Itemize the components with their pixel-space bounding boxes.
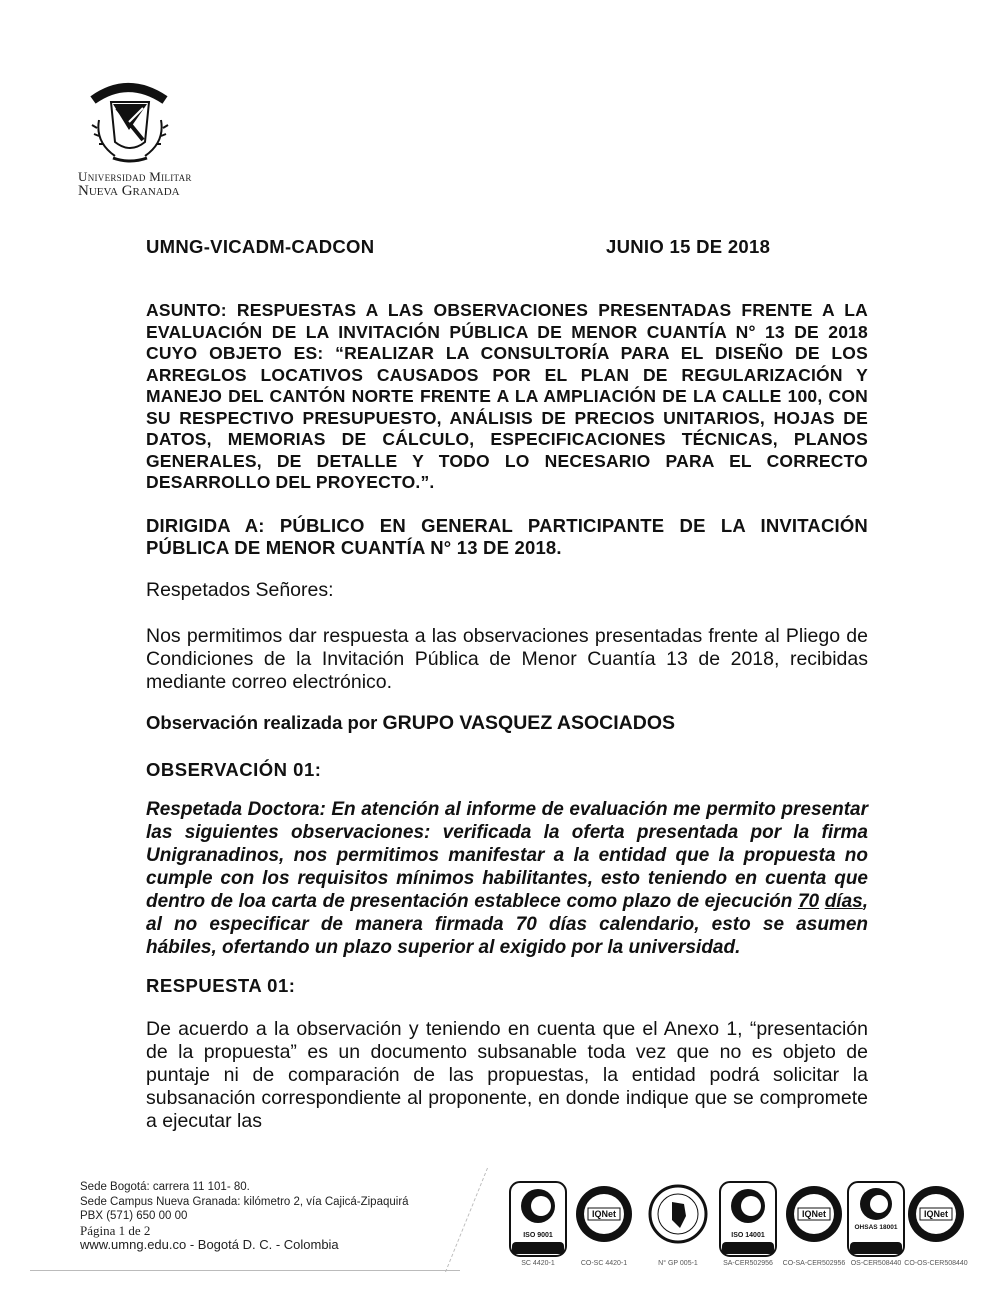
seal-code: SC 4420-1 — [521, 1260, 555, 1267]
response-heading: RESPUESTA 01: — [146, 975, 296, 996]
seal-label: OHSAS 18001 — [854, 1224, 898, 1231]
iqnet-seal-icon — [784, 1180, 844, 1270]
seal-code: N° GP 005-1 — [658, 1260, 698, 1267]
seal-code: OS-CER508440 — [850, 1260, 902, 1267]
observation-text-part1: Respetada Doctora: En atención al informe de evaluación me permito presentar las siguientes observaciones: verificada la oferta presentada por la firma Unigranadinos, nos permitimos manifestar a la entidad que la propuesta no cumple con los requisitos mínimos habilitantes, esto teniendo en cuenta que dentro de loa carta de presentación establece como plazo de ejecución — [146, 799, 868, 912]
footer-website: www.umng.edu.co - Bogotá D. C. - Colombia — [80, 1237, 339, 1252]
footer-rule — [30, 1270, 460, 1271]
iqnet-seal-icon — [574, 1180, 634, 1270]
subject-paragraph: ASUNTO: RESPUESTAS A LAS OBSERVACIONES PRESENTADAS FRENTE A LA EVALUACIÓN DE LA INVITACIÓN PÚBLICA DE MENOR CUANTÍA N° 13 DE 2018 CUYO OBJETO ES: “REALIZAR LA CONSULTORÍA PARA EL DISEÑO DE LOS ARREGLOS LOCATIVOS CAUSADOS POR EL PLAN DE REGULARIZACIÓN Y MANEJO DEL CANTÓN NORTE FRENTE A LA AMPLIACIÓN DE LA CALLE 100, CON SU RESPECTIVO PRESUPUESTO, ANÁLISIS DE PRECIOS UNITARIOS, HOJAS DE DATOS, MEMORIAS DE CÁLCULO, ESPECIFICACIONES TÉCNICAS, PLANOS GENERALES, DE DETALLE Y TODO LO NECESARIO PARA EL CORRECTO DESARROLLO DEL PROYECTO.”. — [146, 300, 868, 492]
reference-code: UMNG-VICADM-CADCON — [146, 236, 375, 257]
footer-line-campus: Sede Campus Nueva Granada: kilómetro 2, vía Cajicá-Zipaquirá — [80, 1195, 409, 1208]
observer-prefix: Observación realizada por — [146, 712, 383, 733]
footer-divider — [445, 1168, 489, 1272]
university-name-line2: Nueva Granada — [78, 183, 180, 199]
page-number: Página 1 de 2 — [80, 1222, 151, 1238]
observation-underlined-70: 70 — [797, 891, 820, 912]
university-crest-icon — [73, 70, 183, 170]
document-date: JUNIO 15 DE 2018 — [606, 236, 771, 257]
seal-code: CO-OS-CER508440 — [904, 1260, 968, 1267]
colombia-gp-seal-icon — [648, 1180, 708, 1270]
intro-paragraph: Nos permitimos dar respuesta a las observaciones presentadas frente al Pliego de Condiciones de la Invitación Pública de Menor Cuantía 13 de 2018, recibidas mediante correo electrónico. — [146, 625, 868, 693]
salutation: Respetados Señores: — [146, 579, 334, 601]
icontec-iso9001-seal-icon — [508, 1180, 568, 1270]
seal-label: IQNet — [923, 1209, 948, 1219]
university-name-line1: Universidad Militar — [78, 169, 192, 184]
footer-line-pbx: PBX (571) 650 00 00 — [80, 1210, 188, 1222]
observer-line — [146, 712, 868, 735]
seal-code: CO-SA-CER502956 — [782, 1260, 846, 1267]
seal-label: IQNet — [801, 1209, 826, 1219]
observer-name: GRUPO VASQUEZ ASOCIADOS — [382, 712, 676, 734]
seal-label: IQNet — [591, 1209, 616, 1219]
observation-text — [146, 798, 868, 959]
university-logo — [58, 70, 198, 198]
certification-seals — [508, 1180, 968, 1270]
observation-underlined-dias: días — [824, 891, 863, 912]
addressed-to-paragraph: DIRIGIDA A: PÚBLICO EN GENERAL PARTICIPANTE DE LA INVITACIÓN PÚBLICA DE MENOR CUANTÍA N° 13 DE 2018. — [146, 515, 868, 558]
seal-label: ISO 14001 — [731, 1232, 765, 1239]
seal-code: CO-SC 4420-1 — [580, 1260, 628, 1267]
observation-text-part2: , al no especificar de manera firmada 70 días calendario, esto se asumen hábiles, ofertando un plazo superior al exigido por la universidad. — [146, 891, 868, 958]
seal-label: ISO 9001 — [523, 1232, 553, 1239]
icontec-ohsas-seal-icon — [846, 1180, 906, 1270]
footer-line-bogota: Sede Bogotá: carrera 11 101- 80. — [80, 1181, 250, 1193]
observation-heading: OBSERVACIÓN 01: — [146, 759, 322, 780]
iqnet-seal-icon — [906, 1180, 966, 1270]
response-text: De acuerdo a la observación y teniendo en cuenta que el Anexo 1, “presentación de la propuesta” es un documento subsanable toda vez que no es objeto de puntaje ni de comparación de las propuestas, la entidad podrá solicitar la subsanación correspondiente al proponente, en donde indique que se compromete a ejecutar las — [146, 1018, 868, 1132]
seal-code: SA-CER502956 — [723, 1260, 773, 1267]
icontec-iso14001-seal-icon — [718, 1180, 778, 1270]
footer-address — [80, 1180, 409, 1253]
